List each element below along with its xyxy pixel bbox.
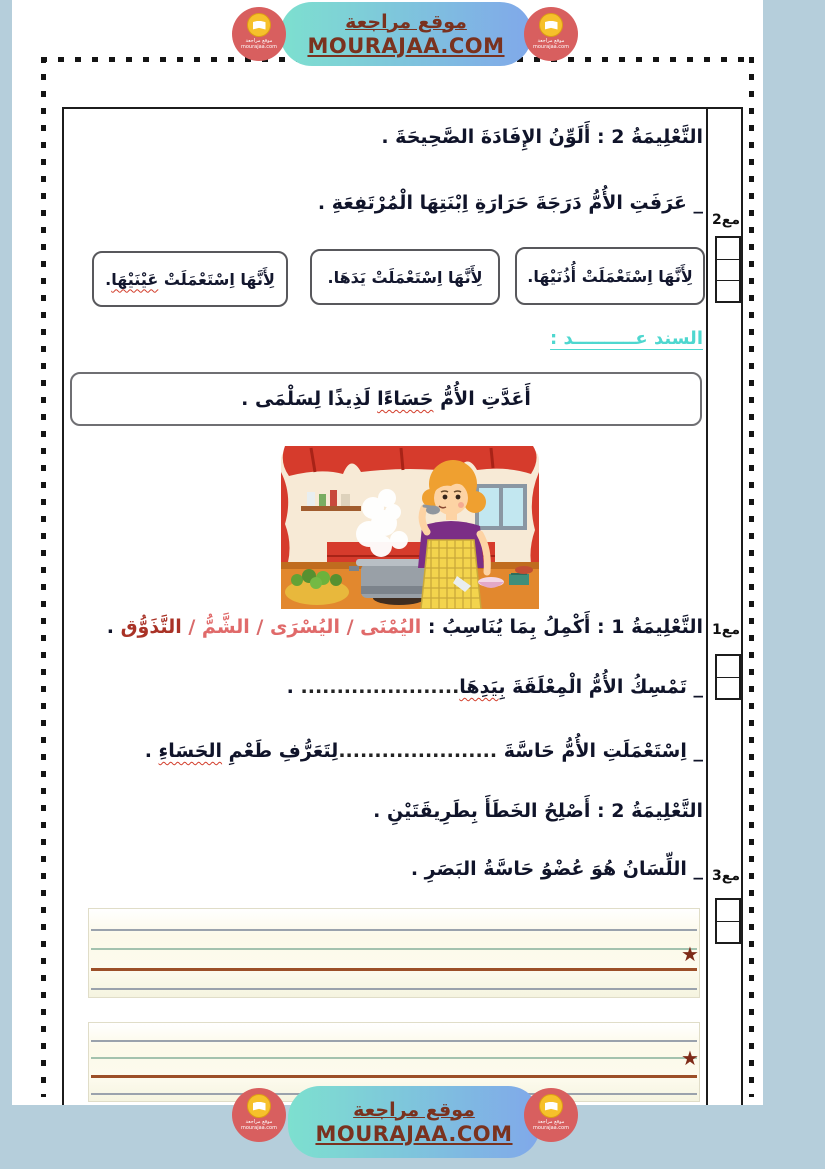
star-icon: ★ — [681, 942, 699, 966]
dashed-border-right — [749, 57, 754, 1097]
support-sentence-box: أَعَدَّتِ الأُمُّ حَسَاءًا لَذِيذًا لِسَلْمَى . — [70, 372, 702, 426]
score-box[interactable] — [717, 280, 739, 301]
support-heading: السند عــــــــــد : — [550, 328, 703, 349]
blank-dots[interactable]: ...................... — [338, 740, 498, 762]
score-box[interactable] — [717, 900, 739, 921]
site-domain: MOURAJAA.COM — [315, 1121, 513, 1146]
prompt-sentence: _ عَرَفَتِ الأُمُّ دَرَجَةَ حَرَارَةِ اِبْنَتِهَا الْمُرْتَفِعَةِ . — [317, 192, 703, 214]
site-logo-icon: موقع مراجعة mourajaa.com — [232, 1088, 286, 1142]
site-title-arabic: موقع مراجعة — [353, 1098, 475, 1121]
score-box[interactable] — [717, 677, 739, 698]
star-icon: ★ — [681, 1046, 699, 1070]
score-grid-ex3 — [715, 898, 741, 944]
score-grid-ex2 — [715, 236, 741, 303]
book-icon — [247, 1094, 271, 1118]
site-banner-footer[interactable] — [288, 1086, 540, 1158]
score-box[interactable] — [717, 259, 739, 280]
instruction-color-correct: التَّعْلِيمَةُ 2 : أَلَوِّنُ الإِفَادَةَ الصَّحِيحَةَ . — [381, 126, 703, 148]
choice-box-eyes[interactable]: لِأَنَّهَا اِسْتَعْمَلَتْ عَيْنَيْهَا. — [92, 251, 288, 307]
margin-label-ex2: مع2 — [712, 212, 740, 228]
instruction-complete: التَّعْلِيمَةُ 1 : أَكْمِلُ بِمَا يُنَاسِبُ : اليُمْنَى / اليُسْرَى / الشَّمُّ / التَّذَوُّق . — [106, 616, 703, 638]
error-sentence: _ اللِّسَانُ هُوَ عُضْوُ حَاسَّةُ البَصَرِ . — [410, 858, 703, 880]
kitchen-illustration — [281, 446, 539, 609]
site-title-arabic: موقع مراجعة — [345, 10, 467, 33]
book-icon — [539, 13, 563, 37]
site-banner-header[interactable] — [280, 2, 532, 66]
site-domain: MOURAJAA.COM — [307, 33, 505, 58]
dashed-border-left — [41, 57, 46, 1097]
margin-label-ex1: مع1 — [712, 622, 740, 638]
score-box[interactable] — [717, 656, 739, 677]
book-icon — [247, 13, 271, 37]
score-grid-ex1 — [715, 654, 741, 700]
fill-line-1: _ تَمْسِكُ الأُمُّ الْمِعْلَقَةَ بِيَدِهَا...................... . — [286, 676, 703, 698]
instruction-fix-error: التَّعْلِيمَةُ 2 : أَصْلِحُ الخَطَأَ بِطَرِيقَتَيْنِ . — [373, 800, 703, 822]
site-logo-icon: موقع مراجعة mourajaa.com — [232, 7, 286, 61]
margin-label-ex3: مع3 — [712, 868, 740, 884]
fill-line-2: _ اِسْتَعْمَلَتِ الأُمُّ حَاسَّةَ ......................لِتَعَرُّفِ طَعْمِ الحَسَاءِ . — [144, 740, 703, 762]
choice-box-ears[interactable]: لِأَنَّهَا اِسْتَعْمَلَتْ أُذُنَيْهَا. — [515, 247, 705, 305]
writing-lines-block[interactable] — [88, 908, 700, 998]
site-logo-icon: موقع مراجعة mourajaa.com — [524, 7, 578, 61]
score-box[interactable] — [717, 921, 739, 942]
score-box[interactable] — [717, 238, 739, 259]
site-logo-icon: موقع مراجعة mourajaa.com — [524, 1088, 578, 1142]
book-icon — [539, 1094, 563, 1118]
choice-box-hand[interactable]: لِأَنَّهَا اِسْتَعْمَلَتْ يَدَهَا. — [310, 249, 500, 305]
blank-dots[interactable]: ...................... — [293, 676, 460, 698]
margin-separator-line — [706, 109, 708, 1105]
